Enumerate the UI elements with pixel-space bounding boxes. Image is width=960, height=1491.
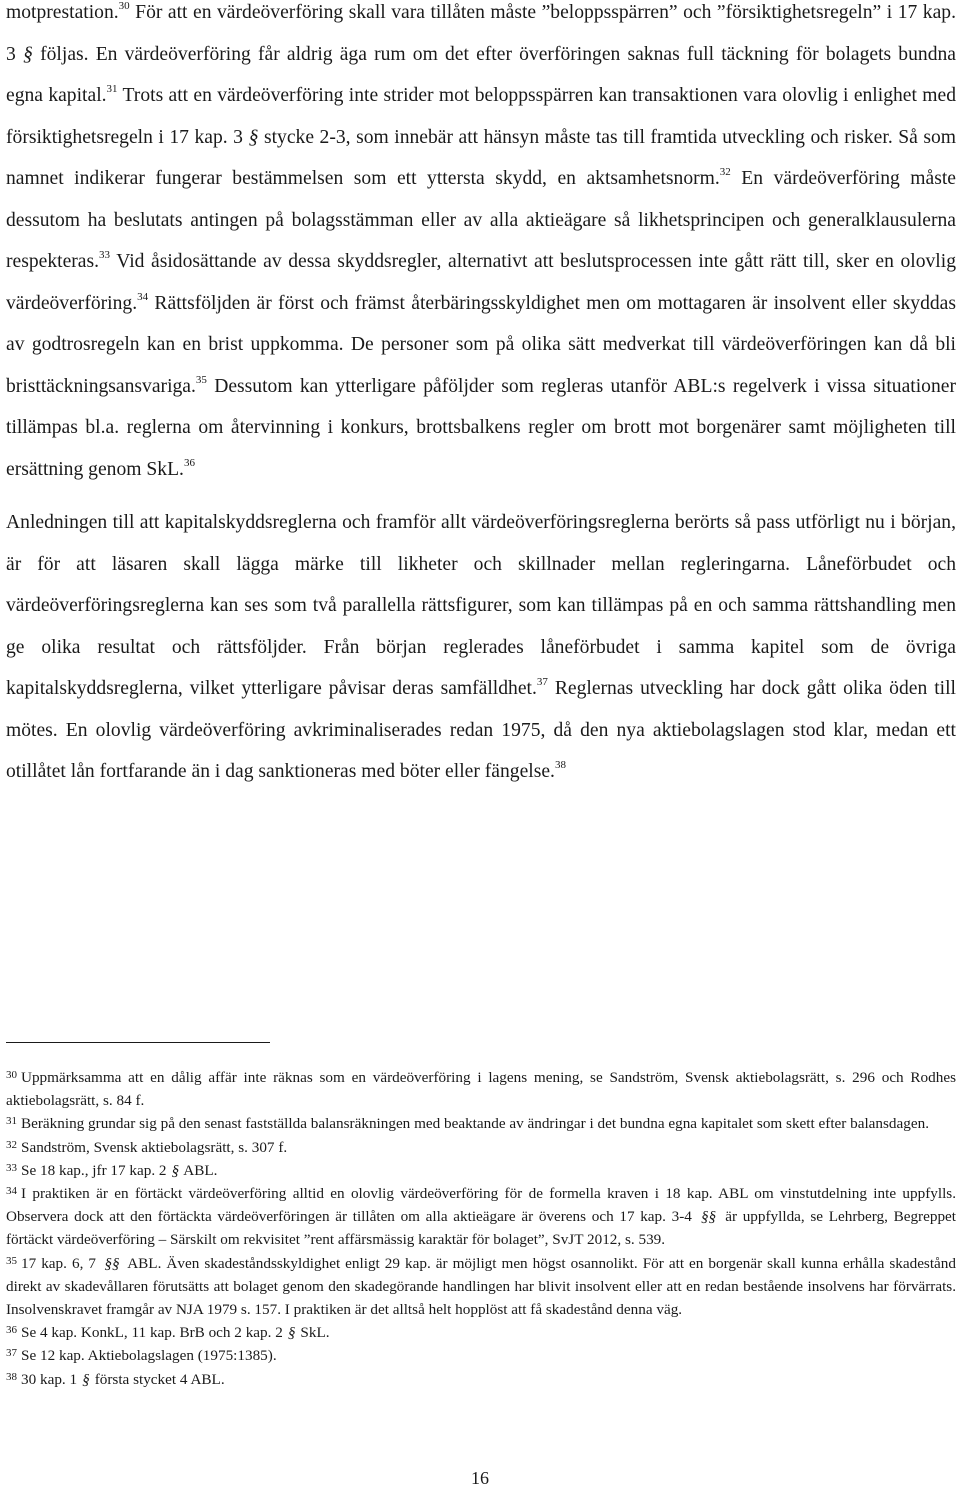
text-run: Vid åsidosättande av dessa skyddsregler, alternativt att beslutsprocessen inte gått rätt till, sker en olovlig värdeöverföring. (6, 251, 956, 314)
paragraph-1 (6, 0, 956, 490)
footnote-number: 37 (6, 1347, 17, 1360)
footnote-text: Sandström, Svensk aktiebolagsrätt, s. 307 f. (21, 1138, 288, 1156)
footnote-34 (6, 1182, 956, 1252)
footnote-31 (6, 1112, 956, 1135)
page-number: 16 (471, 1468, 489, 1488)
footnote-text: 30 kap. 1 (21, 1370, 81, 1388)
footnote-37 (6, 1344, 956, 1367)
footnote-35 (6, 1252, 956, 1322)
section-sign: §§ (700, 1208, 717, 1226)
footnote-text: ABL. (180, 1161, 218, 1179)
footnote-ref-36[interactable]: 36 (183, 456, 195, 469)
footnote-number: 31 (6, 1115, 17, 1128)
footnote-ref-37[interactable]: 37 (536, 676, 548, 688)
footnote-number: 32 (6, 1138, 17, 1151)
paragraph-2 (6, 502, 956, 793)
footnote-ref-33[interactable]: 33 (99, 249, 111, 261)
footnote-text: Se 18 kap., jfr 17 kap. 2 (21, 1161, 171, 1179)
text-run: För att en värdeöverföring skall vara tillåten måste ”beloppsspärren” och ”försiktighetsregeln” i 17 kap. 3 (6, 2, 956, 65)
footnote-ref-30[interactable]: 30 (118, 0, 130, 12)
footnote-text: 17 kap. 6, 7 (21, 1254, 102, 1272)
footnote-number: 38 (6, 1370, 17, 1383)
footnote-text: Uppmärksamma att en dålig affär inte räknas som en värdeöverföring i lagens mening, se Sandström, Svensk aktiebolagsrätt, s. 296 och Rodhes aktiebolagsrätt, s. 84 f. (6, 1069, 956, 1110)
footnote-text: första stycket 4 ABL. (90, 1370, 225, 1388)
footnote-text: Beräkning grundar sig på den senast fastställda balansräkningen med beaktande av ändringar i det bundna egna kapitalet som skett efter balansdagen. (21, 1115, 929, 1133)
footnote-ref-31[interactable]: 31 (106, 83, 118, 95)
section-sign: § (248, 126, 259, 148)
footnote-30 (6, 1066, 956, 1112)
footnote-number: 30 (6, 1069, 17, 1081)
footnote-ref-35[interactable]: 35 (195, 373, 207, 386)
text-run: följas. En värdeöverföring får aldrig äga rum om det efter överföringen saknas full täckning för bolagets bundna egna kapital. (6, 43, 956, 106)
footnote-ref-32[interactable]: 32 (719, 166, 731, 178)
section-sign: § (23, 43, 33, 65)
section-sign: § (82, 1370, 90, 1388)
footnotes (6, 1066, 956, 1391)
footnote-number: 33 (6, 1161, 17, 1174)
text-run: Dessutom kan ytterligare påföljder som regleras utanför ABL:s regelverk i vissa situationer tillämpas bl.a. reglerna om återvinning i konkurs, brottsbalkens regler om brott mot borgenärer samt möjligheten till ersättning genom SkL. (6, 375, 956, 480)
footnote-text: är uppfyllda, se Lehrberg, Begreppet förtäckt värdeöverföring – Särskilt om rekvisitet ”rent affärsmässig karaktär för bolaget”, SvJT 2012, s. 539. (6, 1208, 956, 1249)
section-sign: § (287, 1324, 296, 1342)
footnote-38 (6, 1368, 956, 1391)
footnote-number: 35 (6, 1254, 17, 1267)
footnote-number: 34 (6, 1185, 17, 1198)
footnote-number: 36 (6, 1324, 17, 1337)
footnote-text: Se 4 kap. KonkL, 11 kap. BrB och 2 kap. 2 (21, 1324, 287, 1342)
text-run: Anledningen till att kapitalskyddsreglerna och framför allt värdeöverföringsreglerna berörts så pass utförligt nu i början, är för att läsaren skall lägga märke till likheter och skillnader mellan regleringarna. Låneförbudet och värdeöverföringsreglerna kan ses som två parallella rättsfigurer, som kan tillämpas på en och samma rättshandling men ge olika resultat och rättsföljder. Från början reglerades låneförbudet i samma kapitel som de övriga kapitalskyddsreglerna, vilket ytterligare påvisar deras samfälldhet. (6, 512, 956, 699)
footnote-text: SkL. (296, 1324, 330, 1342)
footnote-36 (6, 1321, 956, 1344)
footnote-text: ABL. Även skadeståndsskyldighet enligt 29 kap. är möjligt men högst osannolikt. För att en borgenär skall kunna erhålla skadestånd direkt av skadevållaren förutsätts att bolaget genom den skadegörande handlingen har blivit insolvent eller att en redan bestående insolvens har förvärrats. Insolvenskravet framgår av NJA 1979 s. 157. I praktiken är det alltså helt hopplöst att få skadestånd denna väg. (6, 1254, 956, 1319)
text-run: Rättsföljden är först och främst återbäringsskyldighet men om mottagaren är insolvent eller skyddas av godtrosregeln kan en brist uppkomma. De personer som på olika sätt medverkat till värdeöverföringen kan då bli bristtäckningsansvariga. (6, 292, 956, 397)
footnote-text: Se 12 kap. Aktiebolagslagen (1975:1385). (21, 1347, 277, 1365)
document-body (6, 0, 956, 793)
text-run: stycke 2-3, som innebär att hänsyn måste tas till framtida utveckling och risker. Så som namnet indikerar fungerar bestämmelsen som ett yttersta skydd, en aktsamhetsnorm. (6, 126, 956, 189)
text-run: Trots att en värdeöverföring inte strider mot beloppsspärren kan transaktionen vara olovlig i enlighet med försiktighetsregeln i 17 kap. 3 (6, 85, 956, 148)
footnote-text: I praktiken är en förtäckt värdeöverföring alltid en olovlig värdeöverföring för de formella kraven i 18 kap. ABL om vinstutdelning inte uppfylls. Observera dock att den förtäckta värdeöverföringen är tillåten om alla aktieägare är överens och 17 kap. 3-4 (6, 1185, 956, 1226)
footnote-33 (6, 1159, 956, 1182)
section-sign: §§ (104, 1254, 120, 1272)
footnote-32 (6, 1136, 956, 1159)
footnote-separator (6, 1042, 270, 1043)
text-run: motprestation. (6, 2, 119, 23)
text-run: Reglernas utveckling har dock gått olika öden till mötes. En olovlig värdeöverföring avkriminaliserades redan 1975, då den nya aktiebolagslagen stod klar, medan ett otillåtet lån fortfarande än i dag sanktioneras med böter eller fängelse. (6, 678, 956, 782)
text-run: En värdeöverföring måste dessutom ha beslutats antingen på bolagsstämman eller av alla aktieägare så likhetsprincipen och generalklausulerna respekteras. (6, 168, 957, 272)
section-sign: § (171, 1161, 180, 1179)
footnote-ref-34[interactable]: 34 (137, 290, 149, 303)
footnote-ref-38[interactable]: 38 (554, 759, 566, 771)
